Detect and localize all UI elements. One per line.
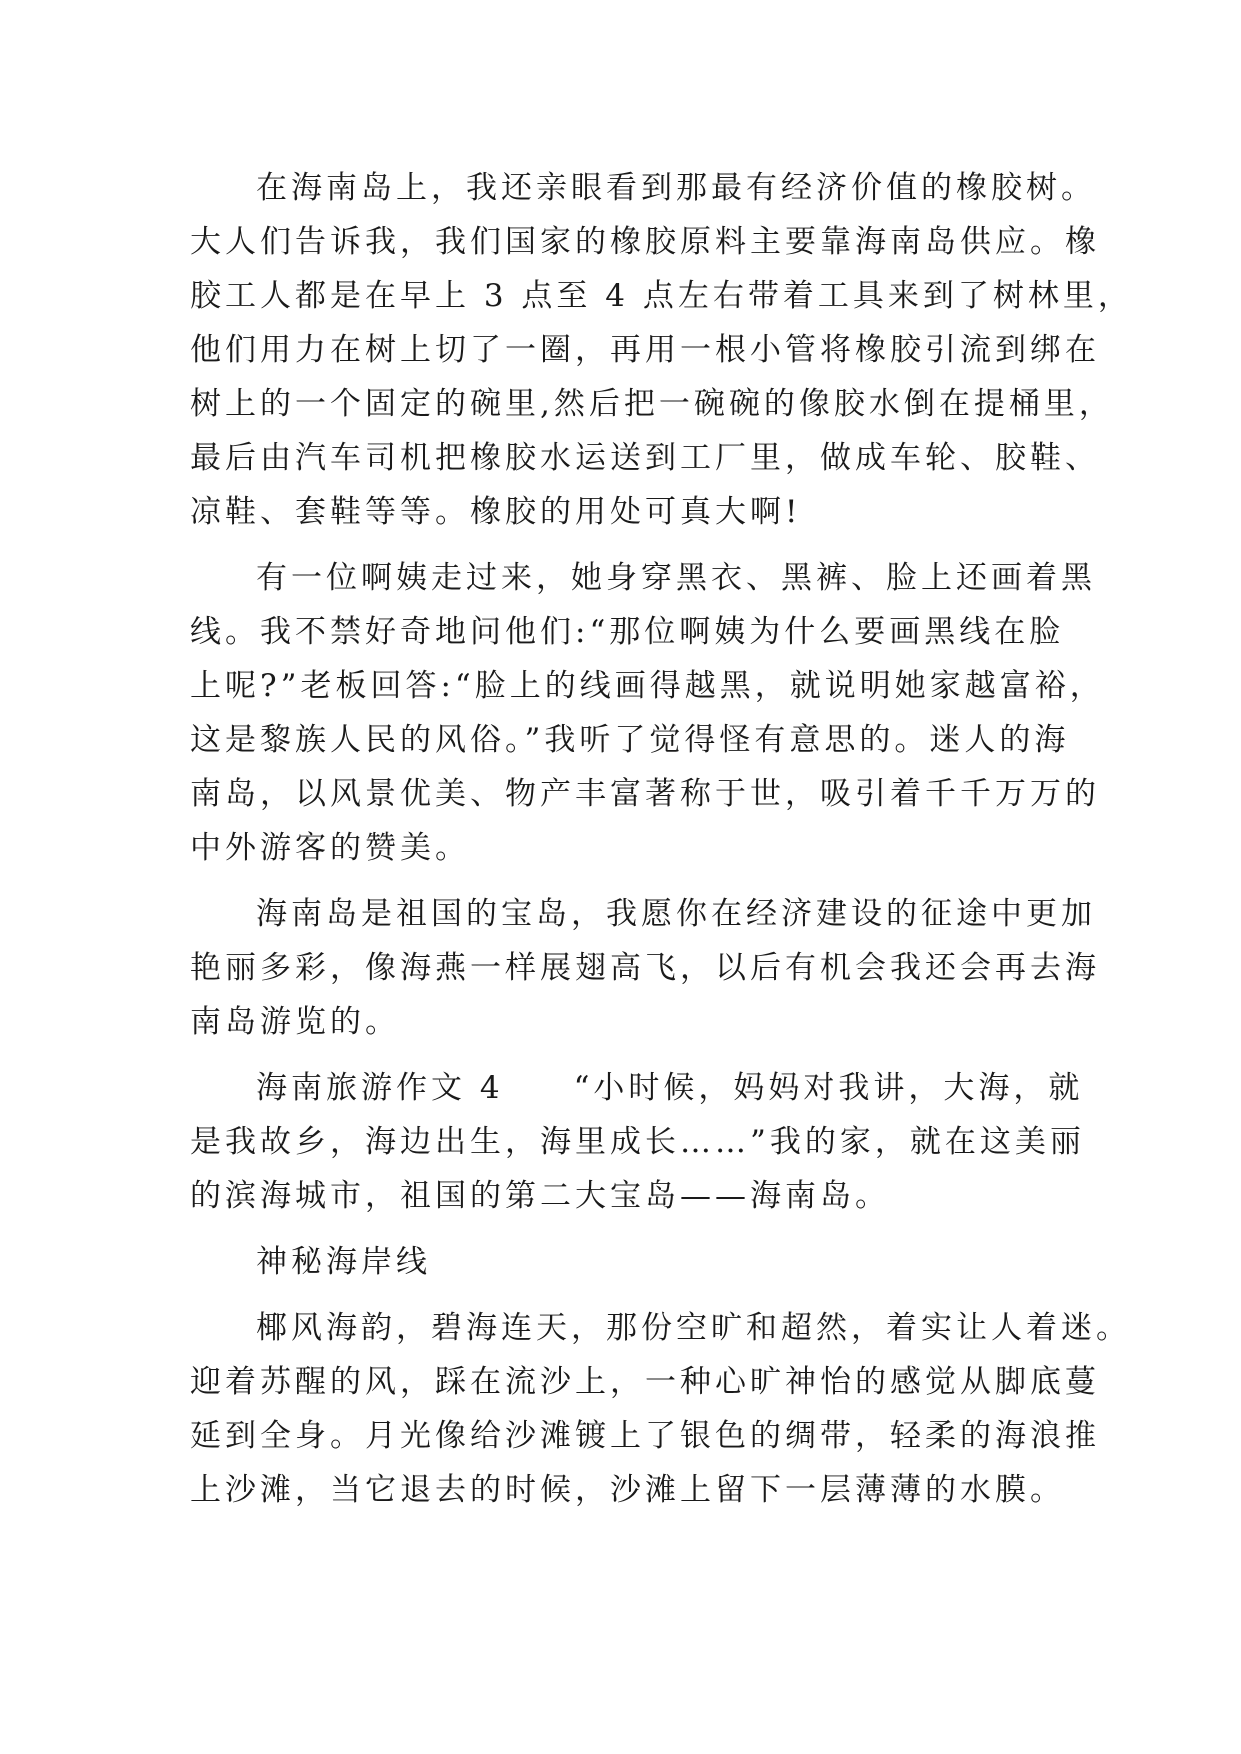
text-line: 迎着苏醒的风，踩在流沙上，一种心旷神怡的感觉从脚底蔓: [190, 1364, 1100, 1400]
text-line: 是我故乡，海边出生，海里成长……”我的家，就在这美丽: [190, 1124, 1085, 1160]
text-line: 大人们告诉我，我们国家的橡胶原料主要靠海南岛供应。橡: [190, 224, 1100, 260]
text-line: 这是黎族人民的风俗。”我听了觉得怪有意思的。迷人的海: [190, 722, 1070, 758]
text-line: 他们用力在树上切了一圈，再用一根小管将橡胶引流到绑在: [190, 332, 1100, 368]
text-line: 有一位啊姨走过来，她身穿黑衣、黑裤、脸上还画着黑: [256, 560, 1096, 596]
section-heading: 神秘海岸线: [256, 1244, 431, 1280]
text-line: 线。我不禁好奇地问他们:“那位啊姨为什么要画黑线在脸: [190, 614, 1065, 650]
text-line: 的滨海城市，祖国的第二大宝岛——海南岛。: [190, 1178, 890, 1214]
text-line: 中外游客的赞美。: [190, 830, 470, 866]
text-line: 南岛游览的。: [190, 1004, 400, 1040]
text-line: 上沙滩，当它退去的时候，沙滩上留下一层薄薄的水膜。: [190, 1472, 1065, 1508]
text-line: 凉鞋、套鞋等等。橡胶的用处可真大啊!: [190, 494, 802, 530]
text-line: 胶工人都是在早上 3 点至 4 点左右带着工具来到了树林里，: [190, 278, 1133, 314]
text-line: 海南旅游作文 4 “小时候，妈妈对我讲，大海，就: [256, 1070, 1084, 1106]
text-line: 上呢?”老板回答:“脸上的线画得越黑，就说明她家越富裕，: [190, 668, 1105, 704]
text-line: 最后由汽车司机把橡胶水运送到工厂里，做成车轮、胶鞋、: [190, 440, 1100, 476]
text-line: 在海南岛上，我还亲眼看到那最有经济价值的橡胶树。: [256, 170, 1096, 206]
text-line: 艳丽多彩，像海燕一样展翅高飞，以后有机会我还会再去海: [190, 950, 1100, 986]
text-line: 南岛，以风景优美、物产丰富著称于世，吸引着千千万万的: [190, 776, 1100, 812]
text-line: 椰风海韵，碧海连天，那份空旷和超然，着实让人着迷。: [256, 1310, 1131, 1346]
text-line: 延到全身。月光像给沙滩镀上了银色的绸带，轻柔的海浪推: [190, 1418, 1100, 1454]
text-line: 海南岛是祖国的宝岛，我愿你在经济建设的征途中更加: [256, 896, 1096, 932]
text-line: 树上的一个固定的碗里,然后把一碗碗的像胶水倒在提桶里，: [190, 386, 1114, 422]
